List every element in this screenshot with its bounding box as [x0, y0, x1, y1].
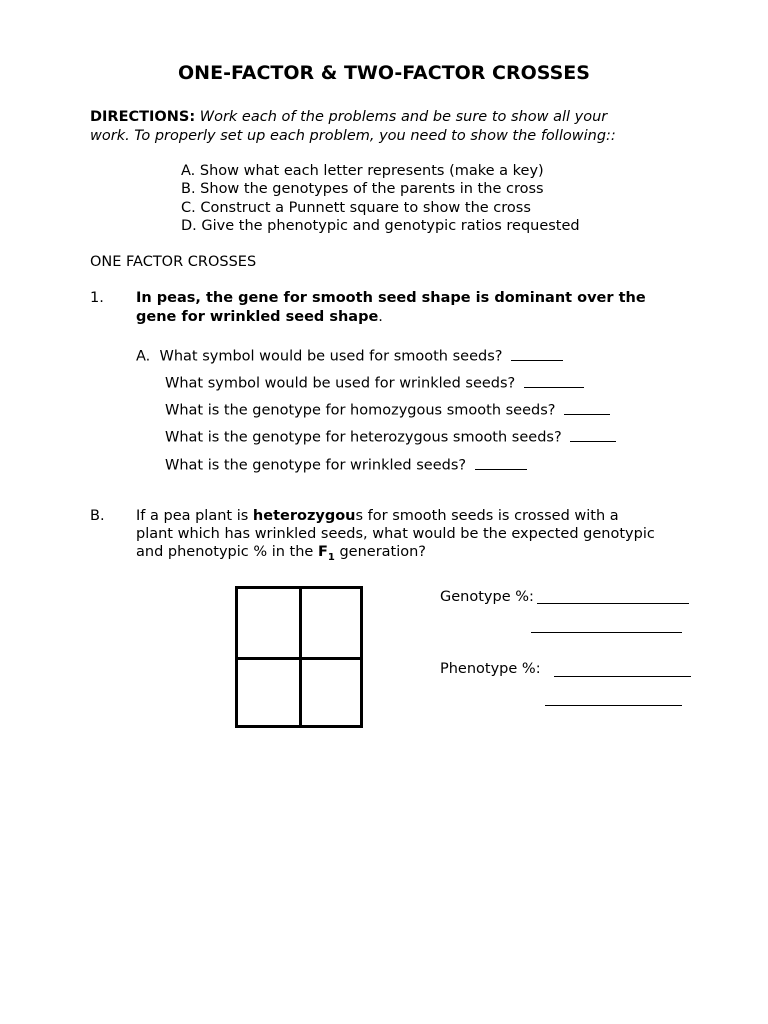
part-b-letter: B. [90, 508, 105, 524]
part-a-question-2 [165, 372, 584, 392]
directions-label: DIRECTIONS: [90, 109, 196, 125]
part-a-question-4 [165, 426, 616, 446]
genotype-label: Genotype %: [440, 589, 534, 605]
step-text: Construct a Punnett square to show the cross [200, 200, 531, 216]
answer-blank[interactable] [564, 399, 610, 415]
step-text: Show the genotypes of the parents in the cross [200, 181, 544, 197]
step-text: Give the phenotypic and genotypic ratios requested [201, 218, 580, 234]
section-heading: ONE FACTOR CROSSES [90, 254, 257, 270]
step-letter: B. [181, 181, 196, 197]
directions-text-1: Work each of the problems and be sure to show all your [199, 109, 608, 125]
part-a-question-3 [165, 399, 610, 419]
directions-line-1 [90, 108, 607, 127]
problem-text-2-wrap [136, 309, 383, 325]
part-a-question-5 [165, 454, 527, 474]
step-b [181, 181, 544, 197]
part-a-question-1 [136, 345, 563, 365]
generation-subscript: 1 [327, 551, 335, 563]
page-title: ONE-FACTOR & TWO-FACTOR CROSSES [178, 62, 590, 84]
step-c [181, 200, 531, 216]
answer-blank[interactable] [524, 372, 584, 388]
punnett-square [235, 586, 363, 728]
part-b-line-1 [136, 508, 619, 524]
punnett-cell[interactable] [302, 589, 360, 657]
phenotype-answer-line-2[interactable] [545, 705, 682, 706]
problem-text-2: gene for wrinkled seed shape [136, 309, 379, 325]
phenotype-answer-line-1[interactable] [554, 676, 691, 677]
phenotype-label: Phenotype %: [440, 661, 541, 677]
question-text: What symbol would be used for wrinkled seeds? [165, 375, 516, 392]
part-b-text: and phenotypic % in the [136, 544, 318, 560]
answer-blank[interactable] [570, 426, 616, 442]
part-b-bold-term: heterozygou [252, 508, 356, 524]
genotype-answer-line-1[interactable] [537, 603, 689, 604]
generation-symbol: F [317, 544, 328, 560]
step-d [181, 218, 580, 234]
answer-blank[interactable] [475, 454, 527, 470]
punnett-cell[interactable] [238, 660, 299, 725]
question-text: What symbol would be used for smooth seeds? [159, 348, 503, 365]
question-text: What is the genotype for wrinkled seeds? [165, 457, 467, 474]
problem-text-2-end: . [378, 309, 383, 325]
step-letter: C. [181, 200, 196, 216]
problem-text-1: In peas, the gene for smooth seed shape is dominant over the [136, 290, 646, 306]
punnett-cell[interactable] [302, 660, 360, 725]
part-b-text: s for smooth seeds is crossed with a [355, 508, 619, 524]
step-a [181, 163, 544, 179]
directions-text-2: work. To properly set up each problem, you need to show the following:: [90, 128, 616, 144]
part-b-text: If a pea plant is [136, 508, 253, 524]
part-b-line-3 [136, 544, 426, 563]
step-letter: A. [181, 163, 196, 179]
answer-blank[interactable] [511, 345, 563, 361]
step-text: Show what each letter represents (make a key) [199, 163, 544, 179]
problem-number: 1. [90, 290, 104, 306]
step-letter: D. [181, 218, 197, 234]
part-b-line-2: plant which has wrinkled seeds, what would be the expected genotypic [136, 526, 655, 542]
punnett-cell[interactable] [238, 589, 299, 657]
genotype-answer-line-2[interactable] [531, 632, 682, 633]
part-b-text: generation? [334, 544, 427, 560]
question-text: What is the genotype for homozygous smooth seeds? [165, 402, 556, 419]
part-a-letter: A. [136, 348, 151, 365]
question-text: What is the genotype for heterozygous smooth seeds? [165, 429, 562, 446]
